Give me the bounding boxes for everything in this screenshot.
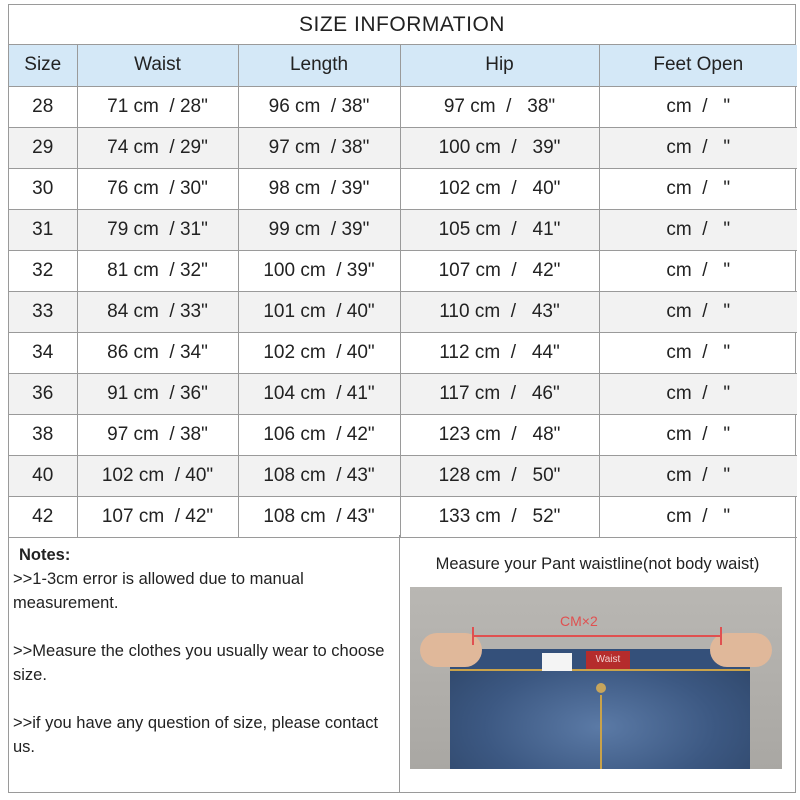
length-cell: 106 cm / 42" (238, 414, 400, 455)
hip-cell: 133 cm / 52" (400, 496, 599, 537)
size-cell: 31 (9, 209, 77, 250)
hip-cell: 110 cm / 43" (400, 291, 599, 332)
length-cell: 104 cm / 41" (238, 373, 400, 414)
size-cell: 40 (9, 455, 77, 496)
size-table (9, 45, 797, 538)
size-tag-illustration (542, 653, 572, 671)
table-row (9, 332, 797, 373)
column-header-waist: Waist (77, 45, 238, 86)
length-cell: 99 cm / 39" (238, 209, 400, 250)
length-cell: 98 cm / 39" (238, 168, 400, 209)
waist-cell: 79 cm / 31" (77, 209, 238, 250)
waist-cell: 81 cm / 32" (77, 250, 238, 291)
measure-cm-label: CM×2 (560, 613, 598, 629)
column-header-length: Length (238, 45, 400, 86)
notes-panel (9, 535, 400, 793)
waist-label: Waist (586, 651, 630, 669)
hip-cell: 112 cm / 44" (400, 332, 599, 373)
hip-cell: 128 cm / 50" (400, 455, 599, 496)
measure-panel (400, 535, 795, 793)
feet-open-cell: cm / " (599, 332, 797, 373)
notes-heading: Notes: (19, 546, 71, 564)
size-cell: 38 (9, 414, 77, 455)
table-row (9, 496, 797, 537)
length-cell: 100 cm / 39" (238, 250, 400, 291)
waist-cell: 74 cm / 29" (77, 127, 238, 168)
waist-cell: 84 cm / 33" (77, 291, 238, 332)
table-row (9, 455, 797, 496)
bottom-section (9, 535, 795, 793)
note-item: >>Measure the clothes you usually wear to choose size. (13, 642, 385, 684)
size-cell: 29 (9, 127, 77, 168)
size-cell: 36 (9, 373, 77, 414)
feet-open-cell: cm / " (599, 127, 797, 168)
feet-open-cell: cm / " (599, 250, 797, 291)
size-table-body (9, 86, 797, 537)
size-cell: 33 (9, 291, 77, 332)
waist-cell: 107 cm / 42" (77, 496, 238, 537)
table-row (9, 373, 797, 414)
table-row (9, 291, 797, 332)
waist-cell: 102 cm / 40" (77, 455, 238, 496)
hip-cell: 107 cm / 42" (400, 250, 599, 291)
measure-line (472, 635, 722, 637)
table-row (9, 414, 797, 455)
hip-cell: 117 cm / 46" (400, 373, 599, 414)
hip-cell: 100 cm / 39" (400, 127, 599, 168)
waist-cell: 91 cm / 36" (77, 373, 238, 414)
feet-open-cell: cm / " (599, 414, 797, 455)
waist-cell: 76 cm / 30" (77, 168, 238, 209)
button-illustration (596, 683, 606, 693)
length-cell: 108 cm / 43" (238, 455, 400, 496)
length-cell: 102 cm / 40" (238, 332, 400, 373)
feet-open-cell: cm / " (599, 86, 797, 127)
hip-cell: 105 cm / 41" (400, 209, 599, 250)
table-row (9, 209, 797, 250)
table-row (9, 86, 797, 127)
measure-caption: Measure your Pant waistline(not body waist) (435, 555, 760, 573)
column-header-feet-open: Feet Open (599, 45, 797, 86)
waist-cell: 71 cm / 28" (77, 86, 238, 127)
feet-open-cell: cm / " (599, 373, 797, 414)
size-cell: 42 (9, 496, 77, 537)
length-cell: 97 cm / 38" (238, 127, 400, 168)
table-row (9, 127, 797, 168)
length-cell: 101 cm / 40" (238, 291, 400, 332)
hip-cell: 97 cm / 38" (400, 86, 599, 127)
hip-cell: 102 cm / 40" (400, 168, 599, 209)
size-chart (8, 4, 796, 793)
size-cell: 34 (9, 332, 77, 373)
feet-open-cell: cm / " (599, 168, 797, 209)
waist-cell: 86 cm / 34" (77, 332, 238, 373)
table-row (9, 168, 797, 209)
length-cell: 96 cm / 38" (238, 86, 400, 127)
feet-open-cell: cm / " (599, 496, 797, 537)
feet-open-cell: cm / " (599, 209, 797, 250)
note-item: >>if you have any question of size, please contact us. (13, 714, 379, 756)
note-item: >>1-3cm error is allowed due to manual measurement. (13, 570, 304, 612)
table-header-row (9, 45, 797, 86)
hip-cell: 123 cm / 48" (400, 414, 599, 455)
size-cell: 30 (9, 168, 77, 209)
waist-cell: 97 cm / 38" (77, 414, 238, 455)
length-cell: 108 cm / 43" (238, 496, 400, 537)
jeans-waist-photo (410, 587, 782, 769)
table-row (9, 250, 797, 291)
size-cell: 32 (9, 250, 77, 291)
column-header-size: Size (9, 45, 77, 86)
column-header-hip: Hip (400, 45, 599, 86)
feet-open-cell: cm / " (599, 291, 797, 332)
feet-open-cell: cm / " (599, 455, 797, 496)
size-cell: 28 (9, 86, 77, 127)
page-title: SIZE INFORMATION (9, 5, 795, 45)
fly-seam-illustration (600, 695, 602, 769)
